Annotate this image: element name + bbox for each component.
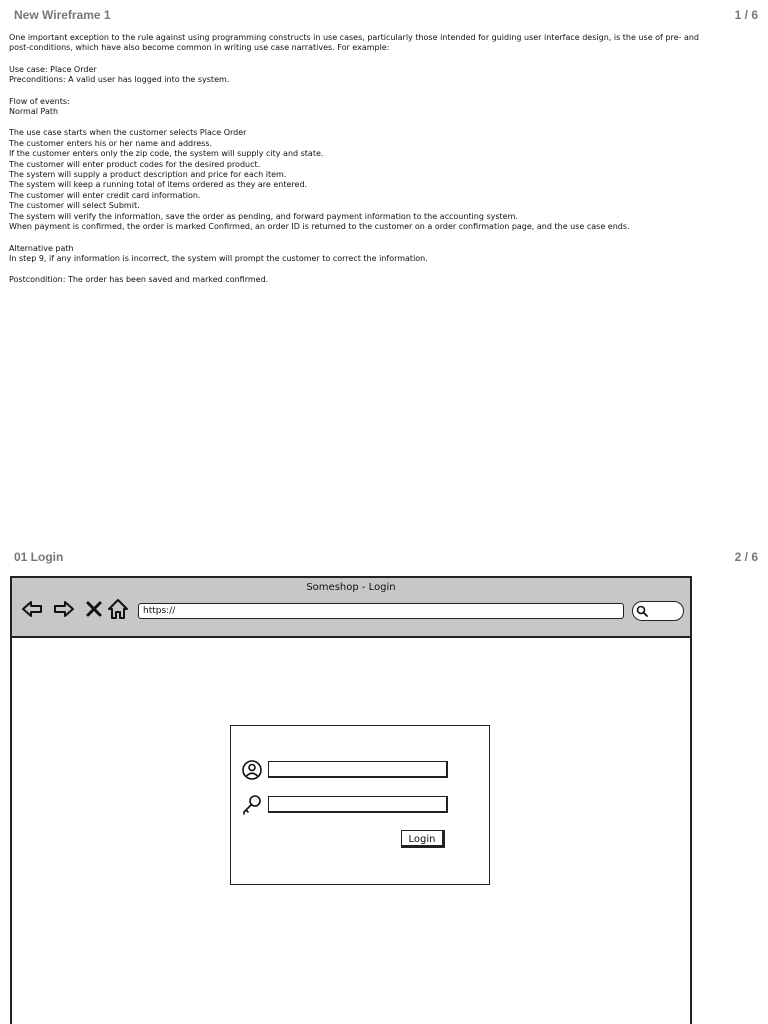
preconditions: Preconditions: A valid user has logged into the system. [9, 75, 230, 85]
flow-step: The customer will enter product codes for the desired product. [9, 159, 261, 169]
flow-label: Flow of events: [9, 96, 70, 106]
browser-window-title: Someshop - Login [306, 582, 396, 593]
alt-path-label: Alternative path [9, 243, 74, 253]
flow-step: The customer will enter credit card information. [9, 190, 201, 200]
sheet-2-header [0, 550, 768, 570]
sheet-1-title: New Wireframe 1 [14, 8, 111, 22]
flow-step: When payment is confirmed, the order is marked Confirmed, an order ID is returned to the customer on a order confirmation page, and the use case ends. [9, 222, 630, 232]
alt-path-text: In step 9, if any information is incorrect, the system will prompt the customer to correct the information. [9, 253, 428, 263]
key-icon [241, 794, 263, 816]
flow-step: The system will supply a product description and price for each item. [9, 170, 287, 180]
flow-step: The customer will select Submit. [9, 201, 140, 211]
sheet-2-title: 01 Login [14, 550, 64, 564]
stop-x-icon[interactable] [82, 597, 106, 621]
intro-line: One important exception to the rule against using programming constructs in use cases, particularly those intended for guiding user interface design, is the use of pre- and [9, 33, 700, 42]
home-icon[interactable] [106, 597, 130, 621]
login-panel [230, 725, 490, 885]
postcondition: Postcondition: The order has been saved and marked confirmed. [9, 275, 269, 285]
flow-step: The use case starts when the customer selects Place Order [9, 128, 247, 138]
sheet-1-header [0, 8, 768, 28]
use-case-narrative [9, 33, 729, 286]
browser-window [10, 576, 692, 1024]
username-input[interactable] [268, 761, 448, 778]
search-icon [636, 605, 648, 617]
login-button[interactable]: Login [401, 830, 445, 848]
normal-path-label: Normal Path [9, 107, 59, 117]
url-input[interactable]: https:// [138, 603, 624, 619]
flow-step: The customer enters his or her name and address. [9, 138, 213, 148]
sheet-2-counter: 2 / 6 [734, 550, 758, 564]
flow-step: If the customer enters only the zip code, the system will supply city and state. [9, 149, 324, 159]
intro-line: post-conditions, which have also become common in writing use case narratives. For example: [9, 43, 390, 53]
browser-search-button[interactable] [632, 601, 684, 621]
flow-step: The system will keep a running total of items ordered as they are entered. [9, 180, 308, 190]
use-case-name: Use case: Place Order [9, 64, 97, 74]
password-input[interactable] [268, 796, 448, 813]
forward-arrow-icon[interactable] [52, 597, 76, 621]
browser-toolbar [12, 578, 690, 638]
sheet-1-counter: 1 / 6 [734, 8, 758, 22]
back-arrow-icon[interactable] [20, 597, 44, 621]
user-icon [241, 759, 263, 781]
flow-step: The system will verify the information, save the order as pending, and forward payment information to the accounting system. [9, 211, 518, 221]
